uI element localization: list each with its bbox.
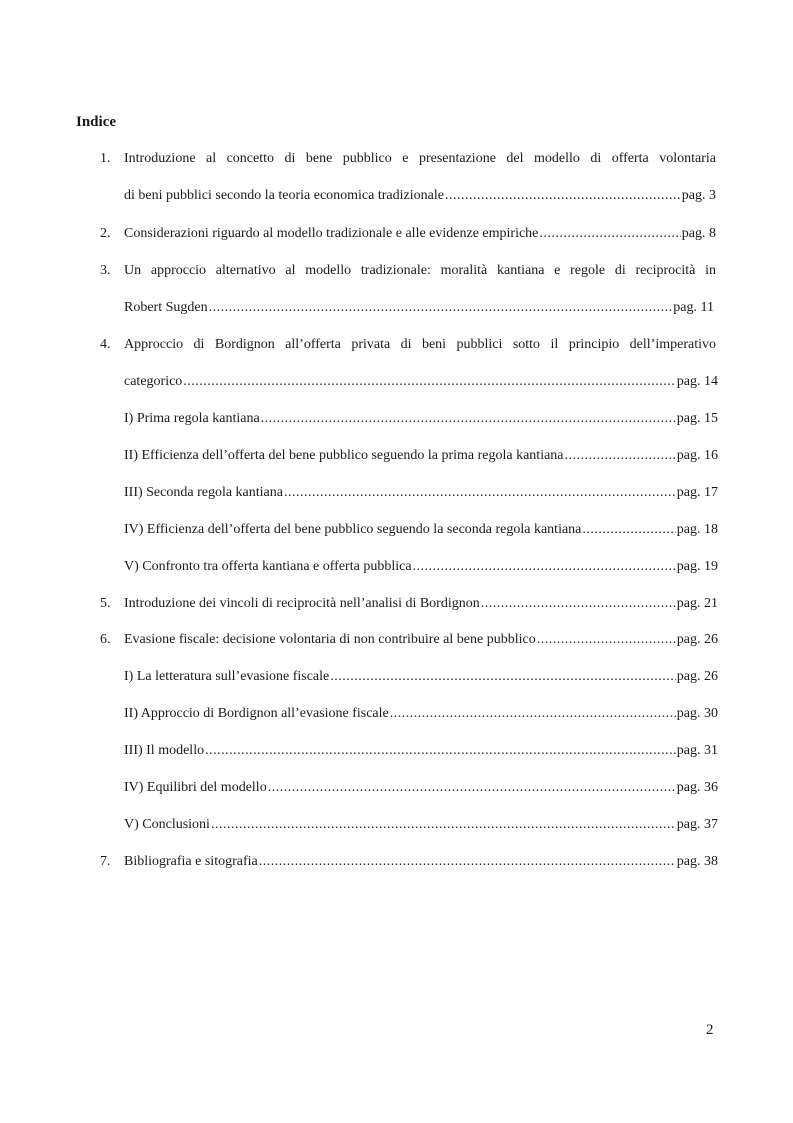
leader-dots [390, 705, 676, 723]
leader-dots [205, 742, 676, 760]
toc-entry-page: pag. 26 [676, 669, 718, 684]
toc-subentry-6-4 [124, 779, 718, 797]
toc-entry-text: IV) Efficienza dell’offerta del bene pubblico seguendo la seconda regola kantiana [124, 522, 582, 537]
toc-entry-text: Considerazioni riguardo al modello tradizionale e alle evidenze empiriche [124, 226, 539, 241]
toc-subentry-6-1 [124, 668, 718, 686]
toc-entry-number: 5. [100, 596, 111, 611]
toc-entry-text-line1: Introduzione al concetto di bene pubblico e presentazione del modello di offerta volontaria [124, 151, 716, 166]
toc-subentry-6-2 [124, 705, 718, 723]
leader-dots [330, 668, 676, 686]
toc-entry-page: pag. 11 [673, 300, 714, 315]
toc-entry-page: pag. 26 [676, 632, 718, 647]
leader-dots [261, 410, 676, 428]
toc-entry-text: II) Efficienza dell’offerta del bene pubblico seguendo la prima regola kantiana [124, 448, 564, 463]
toc-entry-page: pag. 30 [676, 706, 718, 721]
toc-entry-page: pag. 31 [676, 743, 718, 758]
toc-subentry-4-4 [124, 521, 718, 539]
leader-dots [537, 631, 676, 649]
toc-subentry-4-3 [124, 484, 718, 502]
leader-dots [268, 779, 676, 797]
leader-dots [565, 447, 676, 465]
toc-entry-page: pag. 16 [676, 448, 718, 463]
toc-entry-page: pag. 19 [676, 559, 718, 574]
leader-dots [481, 595, 676, 613]
toc-subentry-4-2 [124, 447, 718, 465]
leader-dots [183, 373, 675, 391]
toc-entry-page: pag. 15 [676, 411, 718, 426]
toc-entry-text: IV) Equilibri del modello [124, 780, 267, 795]
toc-entry-page: pag. 38 [676, 854, 718, 869]
toc-entry-page: pag. 14 [676, 374, 718, 389]
toc-entry-number: 7. [100, 854, 111, 869]
toc-entry-page: pag. 18 [676, 522, 718, 537]
toc-entry-page: pag. 36 [676, 780, 718, 795]
toc-entry-text: Introduzione dei vincoli di reciprocità nell’analisi di Bordignon [124, 596, 480, 611]
toc-entry-line2 [124, 299, 714, 317]
toc-entry-line [124, 225, 716, 243]
toc-entry-line2 [124, 373, 718, 391]
toc-entry-page: pag. 8 [681, 226, 716, 241]
toc-entry-line [124, 595, 718, 613]
toc-subentry-4-5 [124, 558, 718, 576]
toc-entry-number: 6. [100, 632, 111, 647]
toc-entry-line2 [124, 187, 716, 205]
toc-entry-page: pag. 21 [676, 596, 718, 611]
leader-dots [582, 521, 675, 539]
toc-subentry-6-3 [124, 742, 718, 760]
toc-subentry-4-1 [124, 410, 718, 428]
toc-entry-text-line2: di beni pubblici secondo la teoria economica tradizionale [124, 188, 444, 203]
toc-entry-text: II) Approccio di Bordignon all’evasione fiscale [124, 706, 389, 721]
toc-entry-page: pag. 17 [676, 485, 718, 500]
toc-entry-text: III) Il modello [124, 743, 205, 758]
toc-entry-text: I) La letteratura sull’evasione fiscale [124, 669, 330, 684]
toc-entry-text: I) Prima regola kantiana [124, 411, 260, 426]
toc-entry-text-line1: Un approccio alternativo al modello tradizionale: moralità kantiana e regole di reciprocità in [124, 263, 716, 278]
leader-dots [209, 299, 673, 317]
leader-dots [539, 225, 680, 243]
toc-heading: Indice [76, 114, 117, 130]
leader-dots [284, 484, 676, 502]
toc-entry-text-line1: Approccio di Bordignon all’offerta privata di beni pubblici sotto il principio dell’imperativo [124, 337, 716, 352]
toc-subentry-6-5 [124, 816, 718, 834]
leader-dots [413, 558, 676, 576]
toc-entry-text: Bibliografia e sitografia [124, 854, 258, 869]
toc-entry-page: pag. 3 [681, 188, 716, 203]
toc-entry-line [124, 631, 718, 649]
leader-dots [445, 187, 681, 205]
toc-entry-number: 3. [100, 263, 111, 278]
toc-entry-text: V) Conclusioni [124, 817, 210, 832]
leader-dots [259, 853, 676, 871]
toc-entry-number: 4. [100, 337, 111, 352]
toc-entry-text: Evasione fiscale: decisione volontaria di non contribuire al bene pubblico [124, 632, 536, 647]
toc-entry-text-line2: Robert Sugden [124, 300, 208, 315]
leader-dots [211, 816, 676, 834]
toc-entry-number: 2. [100, 226, 111, 241]
toc-entry-text: V) Confronto tra offerta kantiana e offerta pubblica [124, 559, 412, 574]
toc-entry-page: pag. 37 [676, 817, 718, 832]
toc-entry-text: III) Seconda regola kantiana [124, 485, 283, 500]
toc-entry-number: 1. [100, 151, 111, 166]
toc-entry-line [124, 853, 718, 871]
toc-entry-text-line2: categorico [124, 374, 183, 389]
page-number: 2 [706, 1022, 714, 1038]
